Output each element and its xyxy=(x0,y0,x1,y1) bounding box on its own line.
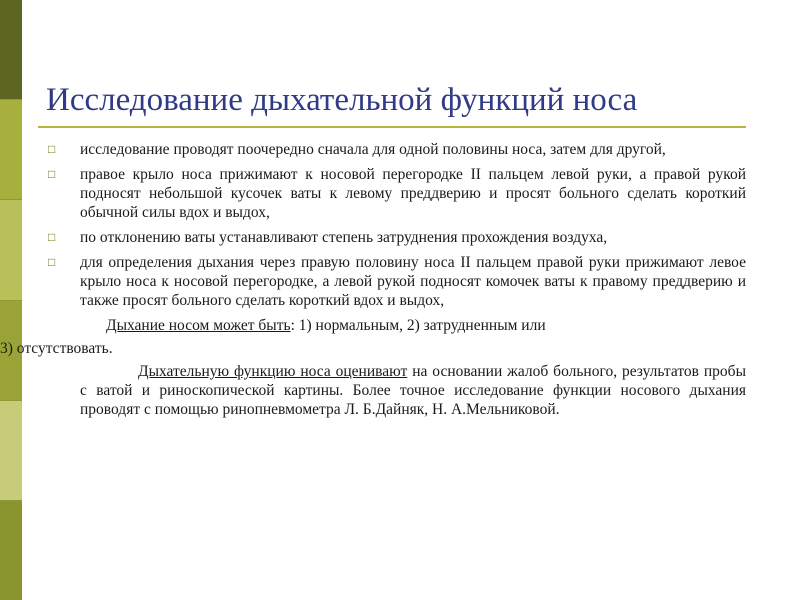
side-bar-segment xyxy=(0,401,22,501)
underlined-phrase: Дыхание носом может быть xyxy=(106,317,291,334)
bullet-text: исследование проводят поочередно сначала для одной половины носа, затем для другой, xyxy=(80,141,666,158)
side-bar-segment xyxy=(0,0,22,100)
paragraph-continuation: 3) отсутствовать. xyxy=(0,340,113,357)
side-bar-segment xyxy=(0,200,22,300)
bullet-item xyxy=(40,165,746,222)
paragraph-assessment xyxy=(40,362,746,419)
bullet-icon: □ xyxy=(48,142,56,156)
side-bar-segment xyxy=(0,100,22,200)
bullet-icon: □ xyxy=(48,255,56,269)
bullet-text: для определения дыхания через правую половину носа II пальцем правой руки прижимают левое крыло носа к носовой перегородке, а левой рукой подносят комочек ваты к правому преддверию и также просят больного сделать короткий вдох и выдох, xyxy=(80,254,746,309)
bullet-list xyxy=(40,140,746,310)
slide-body xyxy=(0,140,746,419)
bullet-item xyxy=(40,253,746,310)
bullet-text: правое крыло носа прижимают к носовой перегородке II пальцем левой руки, а правой рукой подносят небольшой кусочек ваты к левому преддверию и просят больного сделать короткий обычной силы вдох и выдох, xyxy=(80,166,746,221)
decorative-side-bar xyxy=(0,0,22,600)
paragraph-breathing-types xyxy=(40,316,746,335)
bullet-item xyxy=(40,228,746,247)
bullet-icon: □ xyxy=(48,167,56,181)
side-bar-segment xyxy=(0,501,22,600)
paragraph-text: на основании жалоб больного, результатов пробы с ватой и риноскопической картины. Более точное исследование функции носового дыхания проводят с помощью ринопневмометра Л. Б.Дайняк, Н. А.Мельниковой. xyxy=(80,363,746,418)
bullet-text: по отклонению ваты устанавливают степень затруднения прохождения воздуха, xyxy=(80,229,608,246)
title-underline-rule xyxy=(38,126,746,128)
underlined-phrase: Дыхательную функцию носа оценивают xyxy=(138,363,408,380)
bullet-item xyxy=(40,140,746,159)
bullet-icon: □ xyxy=(48,230,56,244)
slide-title: Исследование дыхательной функций носа xyxy=(46,82,638,118)
paragraph-text: : 1) нормальным, 2) затрудненным или xyxy=(290,317,546,334)
